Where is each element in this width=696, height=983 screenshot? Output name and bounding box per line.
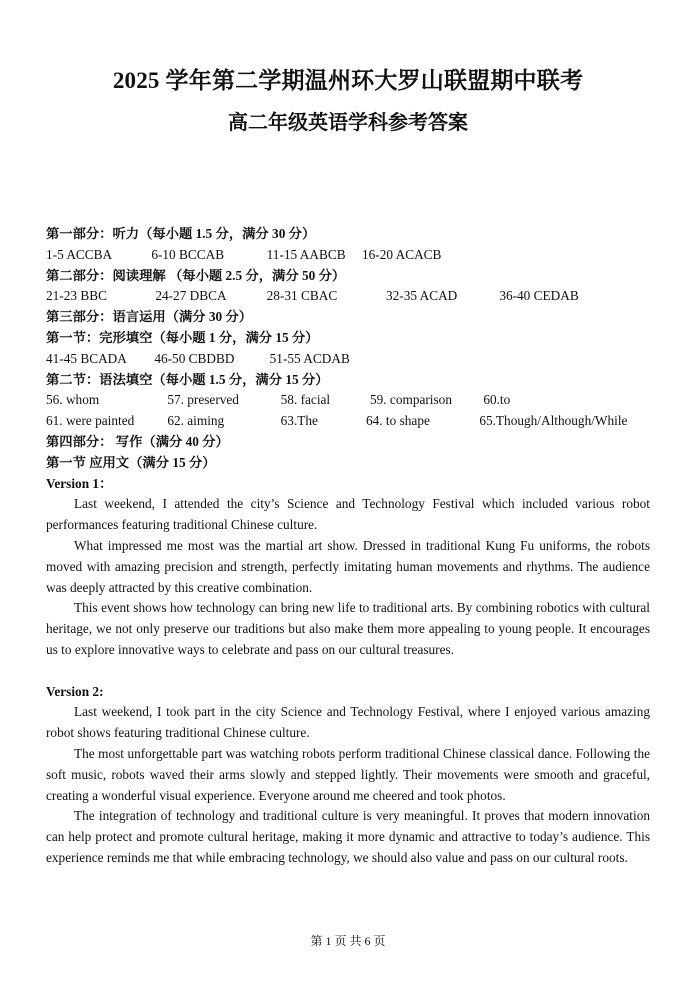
answer-group: 1-5 ACCBA <box>46 246 113 262</box>
part1-heading: 第一部分：听力（每小题 1.5 分，满分 30 分） <box>46 226 316 241</box>
document-subtitle: 高二年级英语学科参考答案 <box>228 112 468 134</box>
answer-group: 6-10 BCCAB <box>151 246 225 262</box>
answer-group: 21-23 BBC <box>46 288 107 304</box>
answer-group: 24-27 DBCA <box>155 288 227 304</box>
answer-group: 51-55 ACDAB <box>269 350 350 366</box>
answer-group: 41-45 BCADA <box>46 350 127 366</box>
version1-paragraph: Last weekend, I attended the city’s Science and Technology Festival which included various robot performances featuring traditional Chinese culture. <box>46 496 650 533</box>
part4-heading: 第四部分： 写作（满分 40 分） <box>46 433 229 449</box>
part3-heading: 第三部分：语言运用（满分 30 分） <box>46 309 253 325</box>
version2-paragraph: Last weekend, I took part in the city Science and Technology Festival, where I enjoyed various amazing robot shows featuring traditional Chinese culture. <box>46 704 650 741</box>
answer-item: 59. comparison <box>369 392 452 408</box>
answer-item: 64. to shape <box>365 413 430 429</box>
cloze-answers <box>46 349 650 370</box>
part2-heading: 第二部分：阅读理解 （每小题 2.5 分，满分 50 分） <box>46 267 346 283</box>
answer-item: 56. whom <box>46 392 100 408</box>
answer-item: 63.The <box>280 413 318 429</box>
answer-item: 58. facial <box>280 392 331 408</box>
part1-answers <box>46 245 650 266</box>
version2-paragraph: The most unforgettable part was watching robots perform traditional Chinese classical dance. Following the soft music, robots waved their arms slowly and stepped lightly. Their movements were smooth and graceful, creating a wonderful visual experience. Everyone around me cheered and took photos. <box>46 745 650 803</box>
answer-group: 11-15 AABCB <box>266 246 346 262</box>
document-title: 2025 学年第二学期温州环大罗山联盟期中联考 <box>112 68 584 93</box>
version1-paragraph: This event shows how technology can bring new life to traditional arts. By combining robotics with cultural heritage, we not only preserve our traditions but also make them more appealing to young people. It encourages us to explore innovative ways to celebrate and pass on our cultural treasures. <box>46 600 650 657</box>
answer-item: 61. were painted <box>46 413 135 429</box>
spacer <box>46 661 650 682</box>
answer-group: 46-50 CBDBD <box>154 350 235 366</box>
answer-group: 16-20 ACACB <box>361 246 442 262</box>
answer-group: 28-31 CBAC <box>266 288 338 304</box>
answer-item: 65.Though/Although/While <box>479 413 628 429</box>
answer-content <box>46 224 650 869</box>
version2-paragraph: The integration of technology and traditional culture is very meaningful. It proves that modern innovation can help protect and promote cultural heritage, making it more dynamic and attractive to today’s audience. This experience reminds me that while embracing technology, we should also value and pass on our cultural roots. <box>46 808 650 865</box>
part2-answers <box>46 286 650 307</box>
version2-label: Version 2: <box>46 683 104 699</box>
practical-writing-heading: 第一节 应用文（满分 15 分） <box>46 454 216 470</box>
version1-label: Version 1： <box>46 475 113 491</box>
version1-paragraph: What impressed me most was the martial art show. Dressed in traditional Kung Fu uniforms, the robots moved with amazing precision and strength, perfectly imitating human movements and rhythms. The audience was deeply attracted by this creative combination. <box>46 537 650 595</box>
grammar-heading: 第二节：语法填空（每小题 1.5 分，满分 15 分） <box>46 371 329 387</box>
answer-item: 62. aiming <box>167 413 225 429</box>
answer-item: 60.to <box>483 392 511 408</box>
grammar-answers-row2 <box>46 411 650 432</box>
page-number: 第 1 页 共 6 页 <box>310 934 386 948</box>
grammar-answers-row1 <box>46 390 650 411</box>
answer-group: 36-40 CEDAB <box>499 288 579 304</box>
answer-item: 57. preserved <box>167 392 239 408</box>
answer-group: 32-35 ACAD <box>385 288 458 304</box>
cloze-heading: 第一节：完形填空（每小题 1 分，满分 15 分） <box>46 329 319 345</box>
